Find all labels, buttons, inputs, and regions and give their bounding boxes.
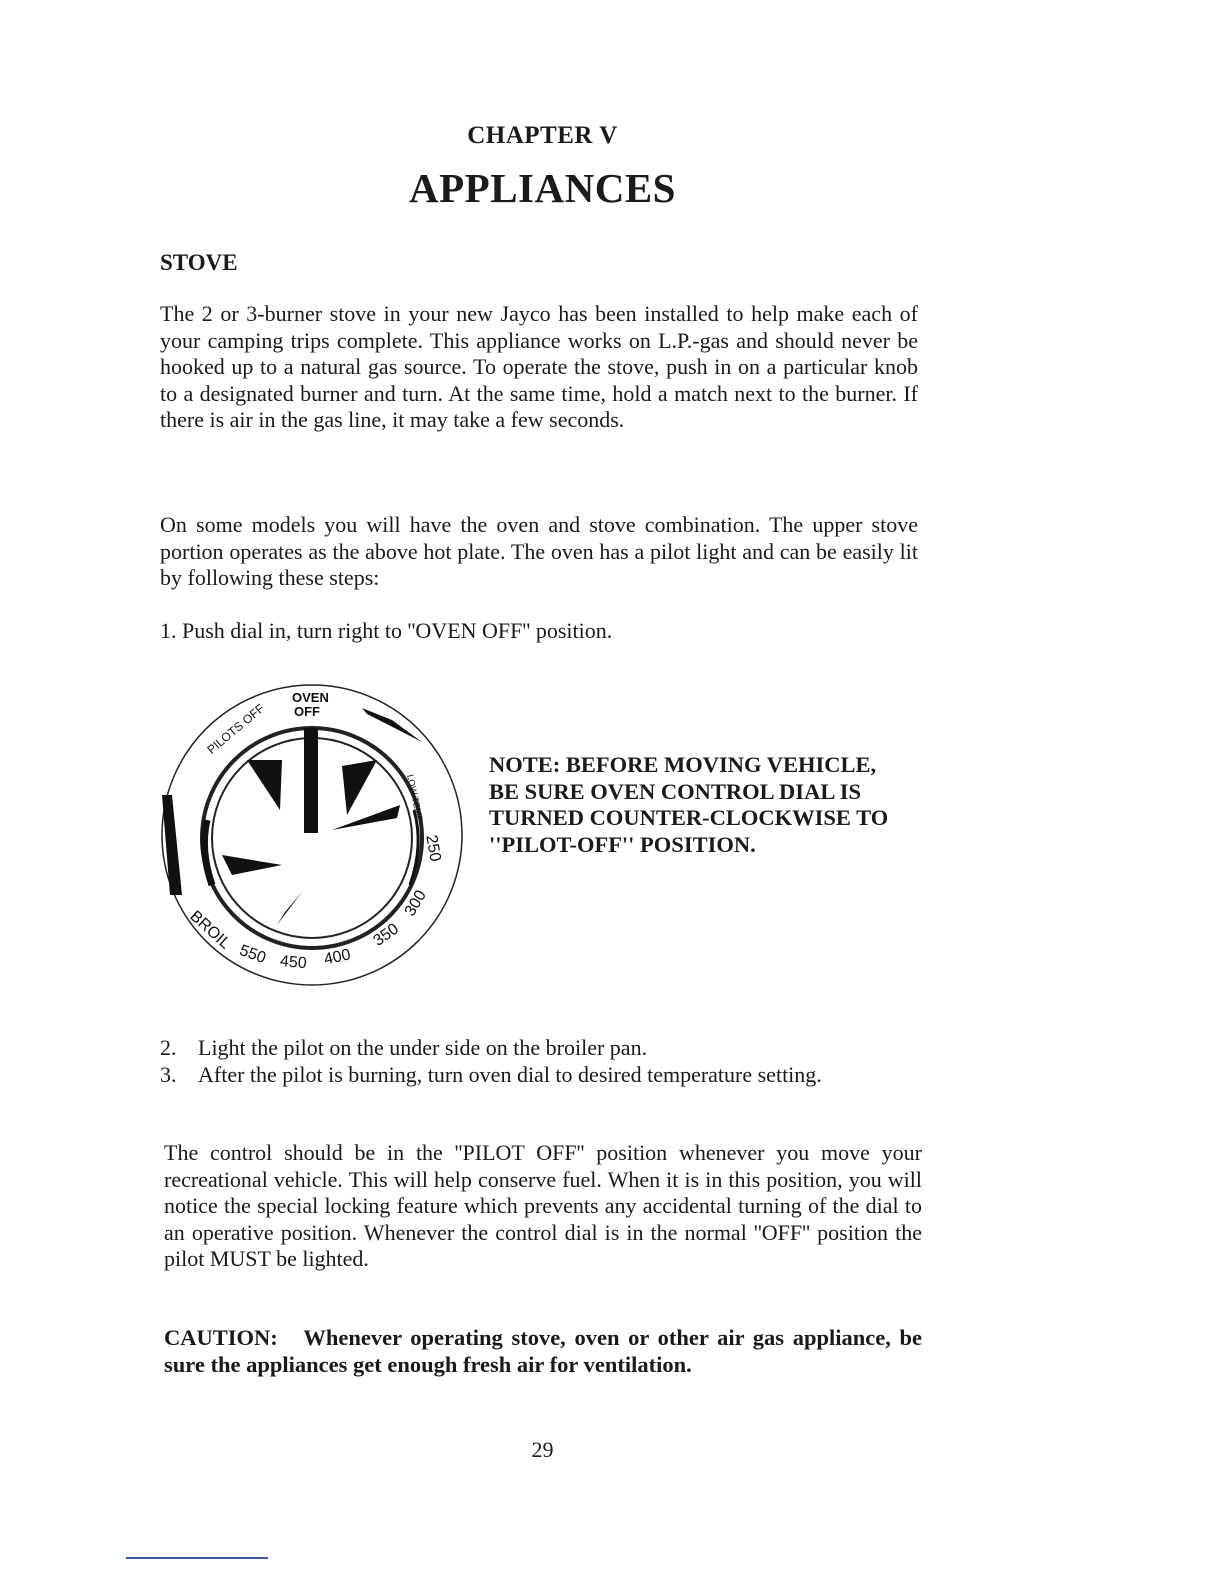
note-moving-vehicle xyxy=(489,752,929,858)
steps-list xyxy=(160,1035,922,1088)
chapter-title: APPLIANCES xyxy=(409,165,676,211)
step-text: Light the pilot on the under side on the broiler pan. xyxy=(198,1035,648,1060)
dial-label-off: OFF xyxy=(294,704,320,719)
dial-label-oven: OVEN xyxy=(292,690,329,705)
step-number: 2. xyxy=(160,1035,177,1060)
dial-label-pilot-off: PILOTS OFF xyxy=(204,701,268,757)
paragraph-oven-combination: On some models you will have the oven and stove combination. The upper stove portion operates as the above hot plate. The oven has a pilot light and can be easily lit by following these steps: xyxy=(160,512,918,590)
paragraph-stove-intro: The 2 or 3-burner stove in your new Jayco has been installed to help make each of your camping trips complete. This appliance works on L.P.-gas and should never be hooked up to a natural gas source. To operate the stove, push in on a particular knob to a designated burner and turn. At the same time, hold a match next to the burner. If there is air in the gas line, it may take a few seconds. xyxy=(160,301,918,432)
step-1: 1. Push dial in, turn right to ''OVEN OFF'' position. xyxy=(160,618,613,643)
dial-label-400: 400 xyxy=(322,946,353,969)
list-item xyxy=(160,1035,922,1062)
dial-label-low-temp: LOW TEMP xyxy=(405,773,425,823)
dial-label-250: 250 xyxy=(422,833,444,863)
dial-label-550: 550 xyxy=(237,942,269,968)
note-line: ''PILOT-OFF'' POSITION. xyxy=(489,831,756,857)
dial-label-450: 450 xyxy=(279,952,308,973)
paragraph-pilot-off: The control should be in the ''PILOT OFF'' position whenever you move your recreational vehicle. This will help conserve fuel. When it is in this position, you will notice the special locking feature which prevents any accidental turning of the dial to an operative position. Whenever the control dial is in the normal ''OFF'' position the pilot MUST be lighted. xyxy=(164,1140,922,1271)
chapter-label: CHAPTER V xyxy=(467,122,618,149)
dial-label-300: 300 xyxy=(401,887,430,920)
caution-text: Whenever operating stove, oven or other air gas appliance, be sure the appliances get enough fresh air for ventilation. xyxy=(164,1325,923,1377)
step-text: After the pilot is burning, turn oven dial to desired temperature setting. xyxy=(198,1061,822,1087)
note-line: TURNED COUNTER-CLOCKWISE TO xyxy=(489,805,889,830)
caution-label: CAUTION: xyxy=(164,1325,278,1350)
note-line: BE SURE OVEN CONTROL DIAL IS xyxy=(489,778,861,804)
step-number: 3. xyxy=(160,1061,177,1087)
note-line: NOTE: BEFORE MOVING VEHICLE, xyxy=(489,752,877,777)
dial-label-broil: BROIL xyxy=(186,907,234,953)
section-heading-stove: STOVE xyxy=(160,250,238,275)
list-item xyxy=(160,1062,922,1089)
oven-dial-illustration xyxy=(152,680,472,990)
footer-rule xyxy=(126,1557,268,1559)
caution-block xyxy=(164,1324,922,1378)
page-number: 29 xyxy=(531,1437,554,1462)
dial-label-350: 350 xyxy=(370,920,402,950)
